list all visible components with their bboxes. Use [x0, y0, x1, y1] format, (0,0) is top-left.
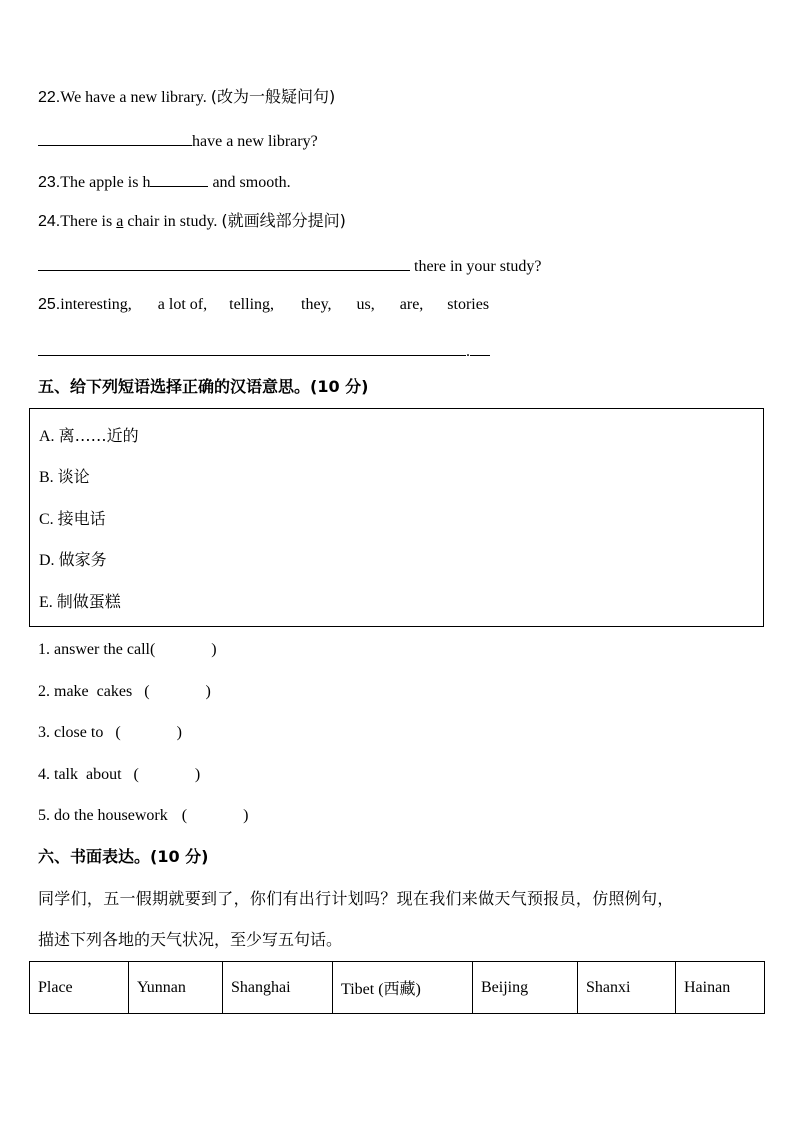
answer-parentheses[interactable]: ( ): [133, 766, 201, 783]
word-6: are,: [399, 296, 424, 313]
answer-tail: there in your study?: [414, 258, 542, 275]
option-letter: B.: [39, 469, 54, 486]
question-25: [38, 295, 489, 315]
answer-blank[interactable]: [38, 129, 192, 146]
question-number: 24.: [38, 213, 61, 230]
word-5: us,: [356, 296, 375, 313]
option-letter: D.: [39, 552, 55, 569]
match-phrase: 1. answer the call: [38, 641, 150, 658]
match-item-1: [38, 640, 217, 660]
weather-table: [29, 961, 765, 1014]
question-text-post: and smooth.: [212, 174, 291, 191]
match-item-2: [38, 682, 211, 702]
answer-parentheses[interactable]: ( ): [144, 683, 211, 700]
word-7: stories: [447, 296, 490, 313]
option-text: 做家务: [58, 550, 107, 569]
match-item-5: [38, 806, 248, 826]
table-cell-yunnan: Yunnan: [129, 962, 223, 1014]
answer-line-22: [38, 129, 318, 152]
answer-line-24: [38, 254, 542, 277]
question-text-pre: There is: [60, 213, 117, 230]
question-instruction: (就画线部分提问): [221, 211, 346, 230]
section-6-title: 六、书面表达。(10 分): [38, 847, 209, 866]
option-c: [39, 509, 106, 530]
match-phrase: 4. talk about: [38, 766, 122, 783]
option-letter: E.: [39, 594, 53, 611]
option-d: [39, 550, 107, 571]
option-text: 接电话: [57, 509, 106, 528]
answer-parentheses[interactable]: ( ): [115, 724, 182, 741]
answer-line-25: [38, 339, 490, 362]
question-number: 22.: [38, 89, 61, 106]
option-text: 离……近的: [58, 426, 139, 445]
match-phrase: 2. make cakes: [38, 683, 133, 700]
question-23: [38, 170, 291, 193]
table-cell-tibet: Tibet (西藏): [333, 962, 473, 1014]
answer-blank-tail: [470, 339, 490, 356]
match-phrase: 3. close to: [38, 724, 104, 741]
question-instruction: (改为一般疑问句): [210, 87, 336, 106]
table-cell-hainan: Hainan: [676, 962, 765, 1014]
option-letter: A.: [39, 428, 55, 445]
question-22: [38, 87, 335, 108]
section-6-prompt-line-1: 同学们，五一假期就要到了，你们有出行计划吗？现在我们来做天气预报员，仿照例句，: [38, 889, 674, 908]
option-text: 制做蛋糕: [56, 592, 121, 611]
end-mark: .: [466, 343, 470, 360]
underlined-word: a: [116, 213, 124, 230]
option-letter: C.: [39, 511, 54, 528]
answer-parentheses[interactable]: ( ): [149, 641, 217, 658]
match-item-4: [38, 765, 200, 785]
question-number: 25.: [38, 296, 61, 313]
question-24: [38, 211, 346, 232]
answer-blank[interactable]: [38, 254, 410, 271]
answer-blank[interactable]: [150, 170, 208, 187]
option-a: [39, 426, 139, 447]
section-5-title: 五、给下列短语选择正确的汉语意思。(10 分): [38, 377, 369, 396]
match-phrase: 5. do the housework: [38, 807, 168, 824]
option-b: [39, 467, 90, 488]
answer-tail: have a new library?: [192, 133, 318, 150]
question-text-post: chair in study.: [123, 213, 218, 230]
table-cell-beijing: Beijing: [473, 962, 578, 1014]
word-2: a lot of,: [157, 296, 208, 313]
question-text: We have a new library.: [60, 89, 207, 106]
question-number: 23.: [38, 174, 61, 191]
table-cell-place: Place: [30, 962, 129, 1014]
table-cell-shanghai: Shanghai: [223, 962, 333, 1014]
option-text: 谈论: [57, 467, 90, 486]
answer-blank[interactable]: [38, 339, 466, 356]
word-1: interesting,: [60, 296, 132, 313]
options-box: [29, 408, 764, 627]
answer-parentheses[interactable]: ( ): [181, 807, 249, 824]
question-text-pre: The apple is h: [60, 174, 151, 191]
table-cell-shanxi: Shanxi: [578, 962, 676, 1014]
table-row: [30, 962, 765, 1014]
word-4: they,: [301, 296, 332, 313]
word-3: telling,: [229, 296, 275, 313]
option-e: [39, 592, 121, 613]
match-item-3: [38, 723, 182, 743]
section-6-prompt-line-2: 描述下列各地的天气状况，至少写五句话。: [38, 930, 343, 949]
